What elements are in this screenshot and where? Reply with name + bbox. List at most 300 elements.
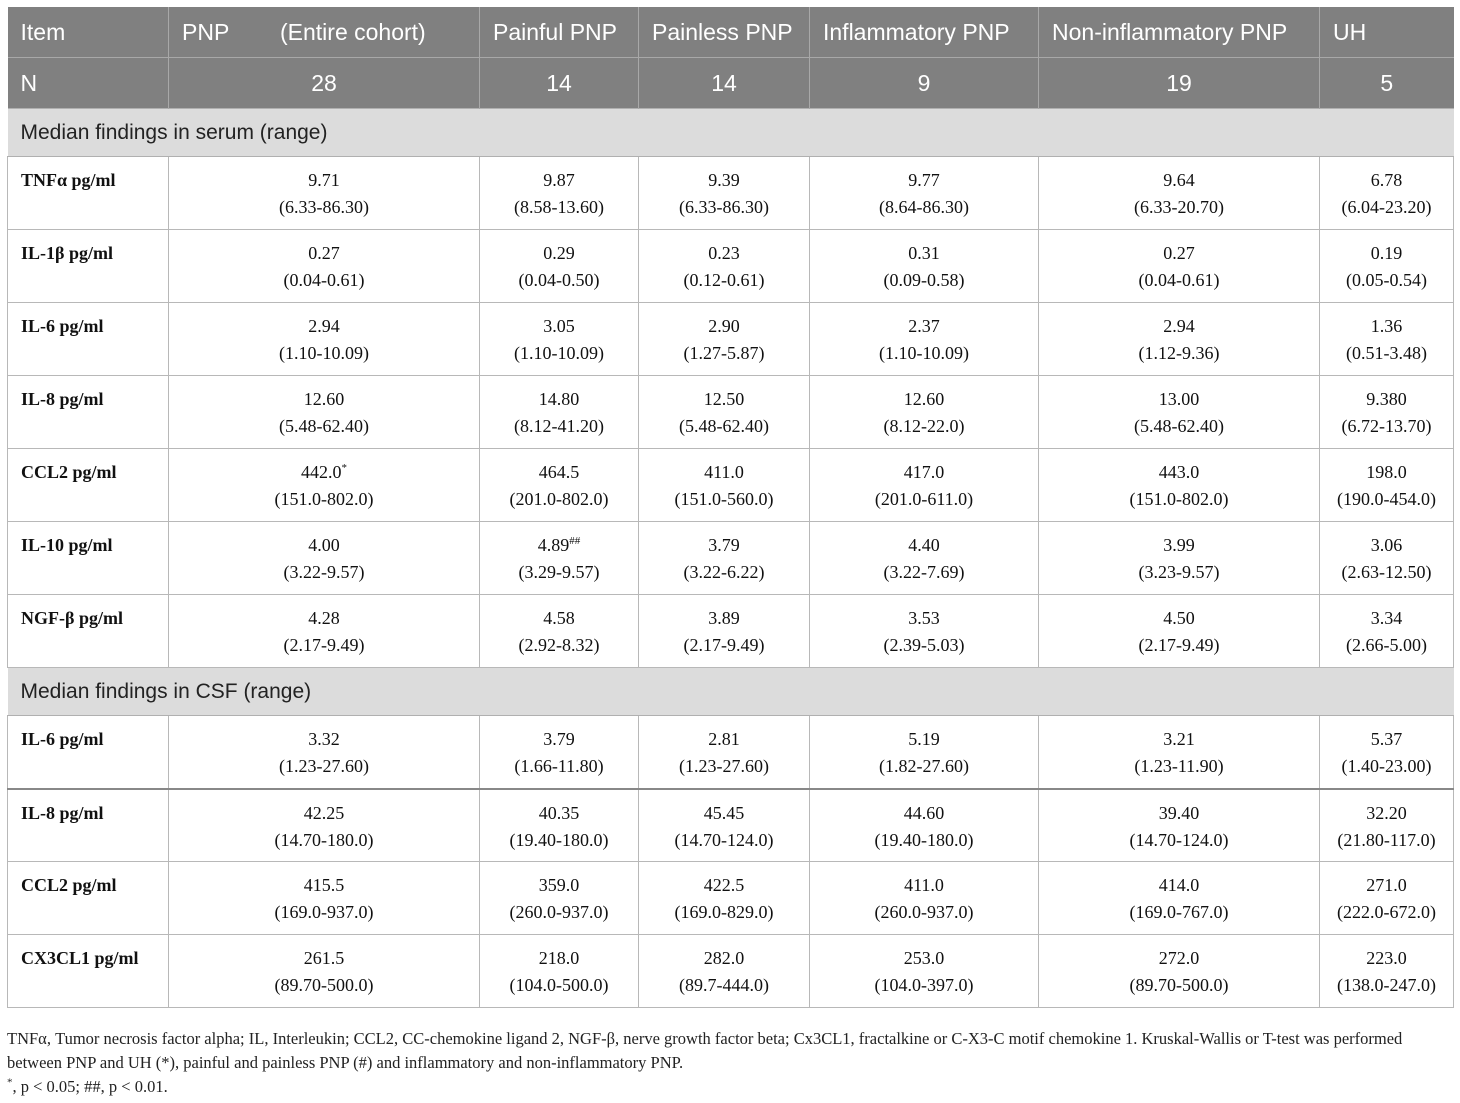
header-entire-cohort: (Entire cohort) [280, 18, 426, 45]
range-value: (8.58-13.60) [514, 197, 604, 217]
n-label: N [8, 58, 169, 109]
median-value [480, 240, 638, 267]
median-value [169, 459, 479, 486]
range-value: (0.09-0.58) [883, 270, 965, 290]
header-inflammatory: Inflammatory PNP [810, 7, 1039, 58]
data-cell [1039, 157, 1320, 230]
median-value [480, 726, 638, 753]
median-text: 9.380 [1366, 389, 1407, 409]
data-cell [1039, 376, 1320, 449]
data-cell [480, 376, 639, 449]
median-value [1039, 605, 1319, 632]
range-value: (14.70-124.0) [674, 829, 774, 850]
data-cell [810, 157, 1039, 230]
data-cell [639, 230, 810, 303]
range-value: (151.0-560.0) [674, 489, 774, 509]
range-value: (0.04-0.61) [1138, 270, 1220, 290]
range-value: (3.22-9.57) [283, 562, 365, 582]
median-value [1039, 945, 1319, 972]
median-text: 261.5 [303, 948, 345, 968]
median-value [639, 726, 809, 753]
header-row [8, 7, 1454, 58]
median-text: 39.40 [1158, 802, 1200, 823]
table-row [8, 935, 1454, 1008]
data-cell [810, 716, 1039, 789]
median-text: 3.79 [543, 729, 575, 749]
median-value [480, 532, 638, 559]
data-cell [480, 789, 639, 862]
median-text: 414.0 [1158, 875, 1200, 895]
median-text: 12.50 [703, 389, 745, 409]
data-cell [1320, 935, 1454, 1008]
median-value [480, 800, 638, 827]
range-value: (260.0-937.0) [509, 902, 609, 922]
n-value: 5 [1320, 58, 1454, 109]
range-value: (1.23-27.60) [279, 756, 369, 776]
median-text: 3.79 [708, 535, 740, 555]
range-value: (2.39-5.03) [883, 635, 965, 655]
median-text: 3.21 [1163, 729, 1195, 749]
data-cell [810, 449, 1039, 522]
data-cell [639, 303, 810, 376]
n-value: 14 [480, 58, 639, 109]
data-cell [1039, 789, 1320, 862]
median-text: 415.5 [303, 875, 345, 895]
data-cell [810, 789, 1039, 862]
median-text: 272.0 [1158, 948, 1200, 968]
median-text: 2.94 [308, 316, 340, 336]
range-value: (89.70-500.0) [274, 975, 374, 995]
data-cell [480, 449, 639, 522]
median-text: 253.0 [903, 948, 945, 968]
median-value [480, 167, 638, 194]
median-text: 42.25 [303, 802, 345, 823]
median-text: 40.35 [538, 802, 580, 823]
range-value: (8.64-86.30) [879, 197, 969, 217]
section-serum [8, 109, 1454, 157]
median-value [169, 313, 479, 340]
header-item: Item [8, 7, 169, 58]
section-csf [8, 668, 1454, 716]
range-value: (6.04-23.20) [1341, 197, 1432, 217]
n-value: 9 [810, 58, 1039, 109]
median-text: 0.29 [543, 243, 575, 263]
data-cell [1320, 595, 1454, 668]
range-value: (3.29-9.57) [518, 562, 600, 582]
median-text: 2.94 [1163, 316, 1195, 336]
median-value [1039, 872, 1319, 899]
data-cell [1039, 522, 1320, 595]
median-value [810, 872, 1038, 899]
data-cell [169, 935, 480, 1008]
range-value: (21.80-117.0) [1337, 829, 1436, 850]
data-cell [169, 522, 480, 595]
range-value: (2.17-9.49) [283, 635, 365, 655]
range-value: (104.0-397.0) [874, 975, 974, 995]
table-row [8, 862, 1454, 935]
median-value [639, 459, 809, 486]
median-text: 3.99 [1163, 535, 1195, 555]
median-text: 4.00 [308, 535, 340, 555]
median-text: 45.45 [703, 802, 745, 823]
data-cell [1320, 449, 1454, 522]
data-cell [639, 522, 810, 595]
range-value: (0.04-0.61) [283, 270, 365, 290]
median-value [1320, 726, 1453, 753]
table-footnote [7, 1027, 1453, 1099]
data-cell [1039, 935, 1320, 1008]
median-value [169, 240, 479, 267]
median-text: 359.0 [538, 875, 580, 895]
median-value [480, 872, 638, 899]
range-value: (6.72-13.70) [1341, 416, 1432, 436]
median-value [169, 532, 479, 559]
table-row [8, 230, 1454, 303]
data-cell [169, 595, 480, 668]
table-row [8, 522, 1454, 595]
median-value [169, 605, 479, 632]
table-row [8, 376, 1454, 449]
median-text: 411.0 [704, 462, 744, 482]
median-value [639, 872, 809, 899]
range-value: (1.66-11.80) [514, 756, 604, 776]
median-text: 13.00 [1158, 389, 1200, 409]
median-value [1320, 872, 1453, 899]
median-text: 3.53 [908, 608, 940, 628]
median-text: 0.27 [308, 243, 340, 263]
median-value [639, 800, 809, 827]
row-label: CX3CL1 pg/ml [8, 935, 169, 1008]
n-value: 28 [169, 58, 480, 109]
median-value [169, 726, 479, 753]
section-csf-title: Median findings in CSF (range) [8, 668, 1454, 716]
range-value: (8.12-22.0) [883, 416, 965, 436]
range-value: (2.66-5.00) [1346, 635, 1427, 655]
median-value [169, 945, 479, 972]
range-value: (138.0-247.0) [1337, 975, 1436, 995]
median-value [810, 605, 1038, 632]
data-cell [480, 230, 639, 303]
median-text: 9.64 [1163, 170, 1195, 190]
range-value: (0.12-0.61) [683, 270, 765, 290]
n-value: 14 [639, 58, 810, 109]
range-value: (169.0-937.0) [274, 902, 374, 922]
data-cell [169, 303, 480, 376]
median-value [1320, 386, 1453, 413]
range-value: (19.40-180.0) [509, 829, 609, 850]
range-value: (2.17-9.49) [1138, 635, 1220, 655]
footnote-abbreviations: TNFα, Tumor necrosis factor alpha; IL, Interleukin; CCL2, CC-chemokine ligand 2, NGF-β, nerve growth factor beta; Cx3CL1, fractalkine or C-X3-C motif chemokine 1. Kruskal-Wallis or T-test was performed between PNP and UH (*), painful and painless PNP (#) and inflammatory and non-inflammatory PNP. [7, 1029, 1403, 1072]
median-value [169, 386, 479, 413]
header-noninflammatory: Non-inflammatory PNP [1039, 7, 1320, 58]
range-value: (2.92-8.32) [518, 635, 600, 655]
data-cell [1039, 230, 1320, 303]
median-text: 32.20 [1366, 802, 1407, 823]
significance-marker: ## [569, 535, 581, 547]
median-text: 422.5 [703, 875, 745, 895]
range-value: (1.10-10.09) [514, 343, 604, 363]
data-cell [810, 303, 1039, 376]
median-value [1039, 800, 1319, 827]
data-cell [480, 595, 639, 668]
median-text: 223.0 [1366, 948, 1407, 968]
median-value [169, 800, 479, 827]
header-pnp: PNP [182, 18, 230, 45]
median-text: 4.50 [1163, 608, 1195, 628]
range-value: (1.10-10.09) [879, 343, 969, 363]
median-text: 4.40 [908, 535, 940, 555]
data-cell [1039, 862, 1320, 935]
data-cell [1039, 303, 1320, 376]
data-cell [639, 449, 810, 522]
data-cell [480, 862, 639, 935]
median-value [810, 726, 1038, 753]
data-cell [639, 935, 810, 1008]
median-text: 442.0 [301, 462, 342, 482]
range-value: (1.40-23.00) [1341, 756, 1432, 776]
row-label: IL-8 pg/ml [8, 789, 169, 862]
range-value: (222.0-672.0) [1337, 902, 1436, 922]
data-cell [480, 303, 639, 376]
data-cell [169, 862, 480, 935]
n-value: 19 [1039, 58, 1320, 109]
data-cell [639, 376, 810, 449]
median-text: 2.90 [708, 316, 740, 336]
data-cell [169, 716, 480, 789]
median-text: 5.37 [1370, 729, 1403, 749]
range-value: (201.0-611.0) [874, 489, 974, 509]
data-cell [1320, 716, 1454, 789]
median-value [1320, 167, 1453, 194]
range-value: (201.0-802.0) [509, 489, 609, 509]
data-cell [639, 789, 810, 862]
range-value: (169.0-767.0) [1129, 902, 1229, 922]
median-text: 9.71 [308, 170, 340, 190]
median-text: 4.89 [537, 535, 570, 555]
median-text: 3.89 [708, 608, 740, 628]
row-label: CCL2 pg/ml [8, 449, 169, 522]
median-value [810, 167, 1038, 194]
median-text: 5.19 [908, 729, 940, 749]
median-text: 4.58 [543, 608, 575, 628]
range-value: (19.40-180.0) [874, 829, 974, 850]
median-value [1320, 605, 1453, 632]
range-value: (89.70-500.0) [1129, 975, 1229, 995]
median-value [169, 872, 479, 899]
median-text: 4.28 [308, 608, 340, 628]
header-pnp-entire [169, 7, 480, 58]
median-value [639, 313, 809, 340]
data-cell [1320, 522, 1454, 595]
range-value: (169.0-829.0) [674, 902, 774, 922]
data-cell [169, 376, 480, 449]
median-text: 12.60 [303, 389, 345, 409]
range-value: (5.48-62.40) [1134, 416, 1224, 436]
data-cell [1320, 303, 1454, 376]
range-value: (1.23-11.90) [1134, 756, 1224, 776]
data-cell [1039, 449, 1320, 522]
range-value: (1.10-10.09) [279, 343, 369, 363]
range-value: (14.70-124.0) [1129, 829, 1229, 850]
range-value: (1.12-9.36) [1138, 343, 1220, 363]
range-value: (1.23-27.60) [679, 756, 769, 776]
data-cell [1320, 789, 1454, 862]
median-text: 9.39 [708, 170, 740, 190]
median-text: 218.0 [538, 948, 580, 968]
median-value [810, 313, 1038, 340]
median-value [1039, 240, 1319, 267]
median-value [1320, 532, 1453, 559]
median-text: 44.60 [903, 802, 945, 823]
table-row [8, 789, 1454, 862]
median-value [1039, 313, 1319, 340]
range-value: (151.0-802.0) [274, 489, 374, 509]
median-value [810, 945, 1038, 972]
table-row [8, 449, 1454, 522]
data-cell [480, 935, 639, 1008]
row-label: IL-10 pg/ml [8, 522, 169, 595]
data-cell [810, 595, 1039, 668]
data-cell [480, 716, 639, 789]
median-text: 282.0 [703, 948, 745, 968]
median-text: 0.19 [1370, 243, 1403, 263]
median-text: 443.0 [1158, 462, 1200, 482]
header-painful: Painful PNP [480, 7, 639, 58]
footnote-significance [7, 1075, 1453, 1099]
median-text: 12.60 [903, 389, 945, 409]
median-value [639, 532, 809, 559]
median-text: 411.0 [904, 875, 944, 895]
median-value [810, 532, 1038, 559]
header-uh: UH [1320, 7, 1454, 58]
data-cell [1320, 230, 1454, 303]
data-cell [1320, 157, 1454, 230]
median-value [1320, 459, 1453, 486]
median-value [1039, 532, 1319, 559]
row-label: IL-6 pg/ml [8, 716, 169, 789]
range-value: (6.33-20.70) [1134, 197, 1224, 217]
data-cell [1320, 376, 1454, 449]
range-value: (0.04-0.50) [518, 270, 600, 290]
median-value [480, 313, 638, 340]
range-value: (5.48-62.40) [679, 416, 769, 436]
data-cell [480, 522, 639, 595]
range-value: (5.48-62.40) [279, 416, 369, 436]
median-value [810, 386, 1038, 413]
data-cell [169, 230, 480, 303]
row-label: IL-1β pg/ml [8, 230, 169, 303]
median-value [639, 605, 809, 632]
cytokine-table [7, 7, 1454, 1008]
median-value [810, 459, 1038, 486]
median-value [1039, 726, 1319, 753]
data-cell [169, 789, 480, 862]
table-row [8, 595, 1454, 668]
range-value: (3.22-7.69) [883, 562, 965, 582]
range-value: (2.17-9.49) [683, 635, 765, 655]
data-cell [169, 157, 480, 230]
median-text: 6.78 [1370, 170, 1403, 190]
median-text: 3.34 [1370, 608, 1403, 628]
median-value [639, 240, 809, 267]
section-serum-title: Median findings in serum (range) [8, 109, 1454, 157]
header-painless: Painless PNP [639, 7, 810, 58]
median-value [1039, 386, 1319, 413]
data-cell [810, 862, 1039, 935]
range-value: (0.51-3.48) [1346, 343, 1427, 363]
range-value: (6.33-86.30) [279, 197, 369, 217]
range-value: (151.0-802.0) [1129, 489, 1229, 509]
data-cell [1039, 716, 1320, 789]
median-text: 198.0 [1366, 462, 1407, 482]
median-text: 3.06 [1370, 535, 1403, 555]
data-cell [1320, 862, 1454, 935]
median-value [1320, 945, 1453, 972]
median-value [1039, 167, 1319, 194]
data-cell [480, 157, 639, 230]
data-cell [810, 935, 1039, 1008]
footnote-significance-text: , p < 0.05; ##, p < 0.01. [12, 1077, 168, 1096]
median-value [639, 386, 809, 413]
row-label: NGF-β pg/ml [8, 595, 169, 668]
median-value [480, 386, 638, 413]
median-value [480, 459, 638, 486]
range-value: (3.22-6.22) [683, 562, 765, 582]
data-cell [810, 376, 1039, 449]
row-label: IL-6 pg/ml [8, 303, 169, 376]
range-value: (260.0-937.0) [874, 902, 974, 922]
n-row [8, 58, 1454, 109]
range-value: (6.33-86.30) [679, 197, 769, 217]
range-value: (1.27-5.87) [683, 343, 765, 363]
data-cell [639, 716, 810, 789]
data-cell [639, 862, 810, 935]
median-value [810, 800, 1038, 827]
median-value [639, 945, 809, 972]
row-label: IL-8 pg/ml [8, 376, 169, 449]
range-value: (190.0-454.0) [1337, 489, 1436, 509]
median-value [1320, 800, 1453, 827]
data-cell [810, 230, 1039, 303]
table-row [8, 303, 1454, 376]
median-value [169, 167, 479, 194]
significance-marker: * [341, 462, 347, 474]
range-value: (0.05-0.54) [1346, 270, 1427, 290]
data-cell [169, 449, 480, 522]
median-text: 9.77 [908, 170, 940, 190]
range-value: (89.7-444.0) [679, 975, 769, 995]
median-text: 417.0 [903, 462, 945, 482]
median-text: 2.81 [708, 729, 740, 749]
median-text: 3.05 [543, 316, 575, 336]
table-row [8, 157, 1454, 230]
range-value: (104.0-500.0) [509, 975, 609, 995]
range-value: (1.82-27.60) [879, 756, 969, 776]
data-cell [1039, 595, 1320, 668]
median-text: 1.36 [1370, 316, 1403, 336]
row-label: CCL2 pg/ml [8, 862, 169, 935]
median-text: 271.0 [1366, 875, 1407, 895]
range-value: (8.12-41.20) [514, 416, 604, 436]
median-value [639, 167, 809, 194]
range-value: (3.23-9.57) [1138, 562, 1220, 582]
data-cell [639, 157, 810, 230]
table-row [8, 716, 1454, 789]
median-text: 0.27 [1163, 243, 1195, 263]
median-value [480, 605, 638, 632]
median-value [1320, 313, 1453, 340]
median-value [810, 240, 1038, 267]
